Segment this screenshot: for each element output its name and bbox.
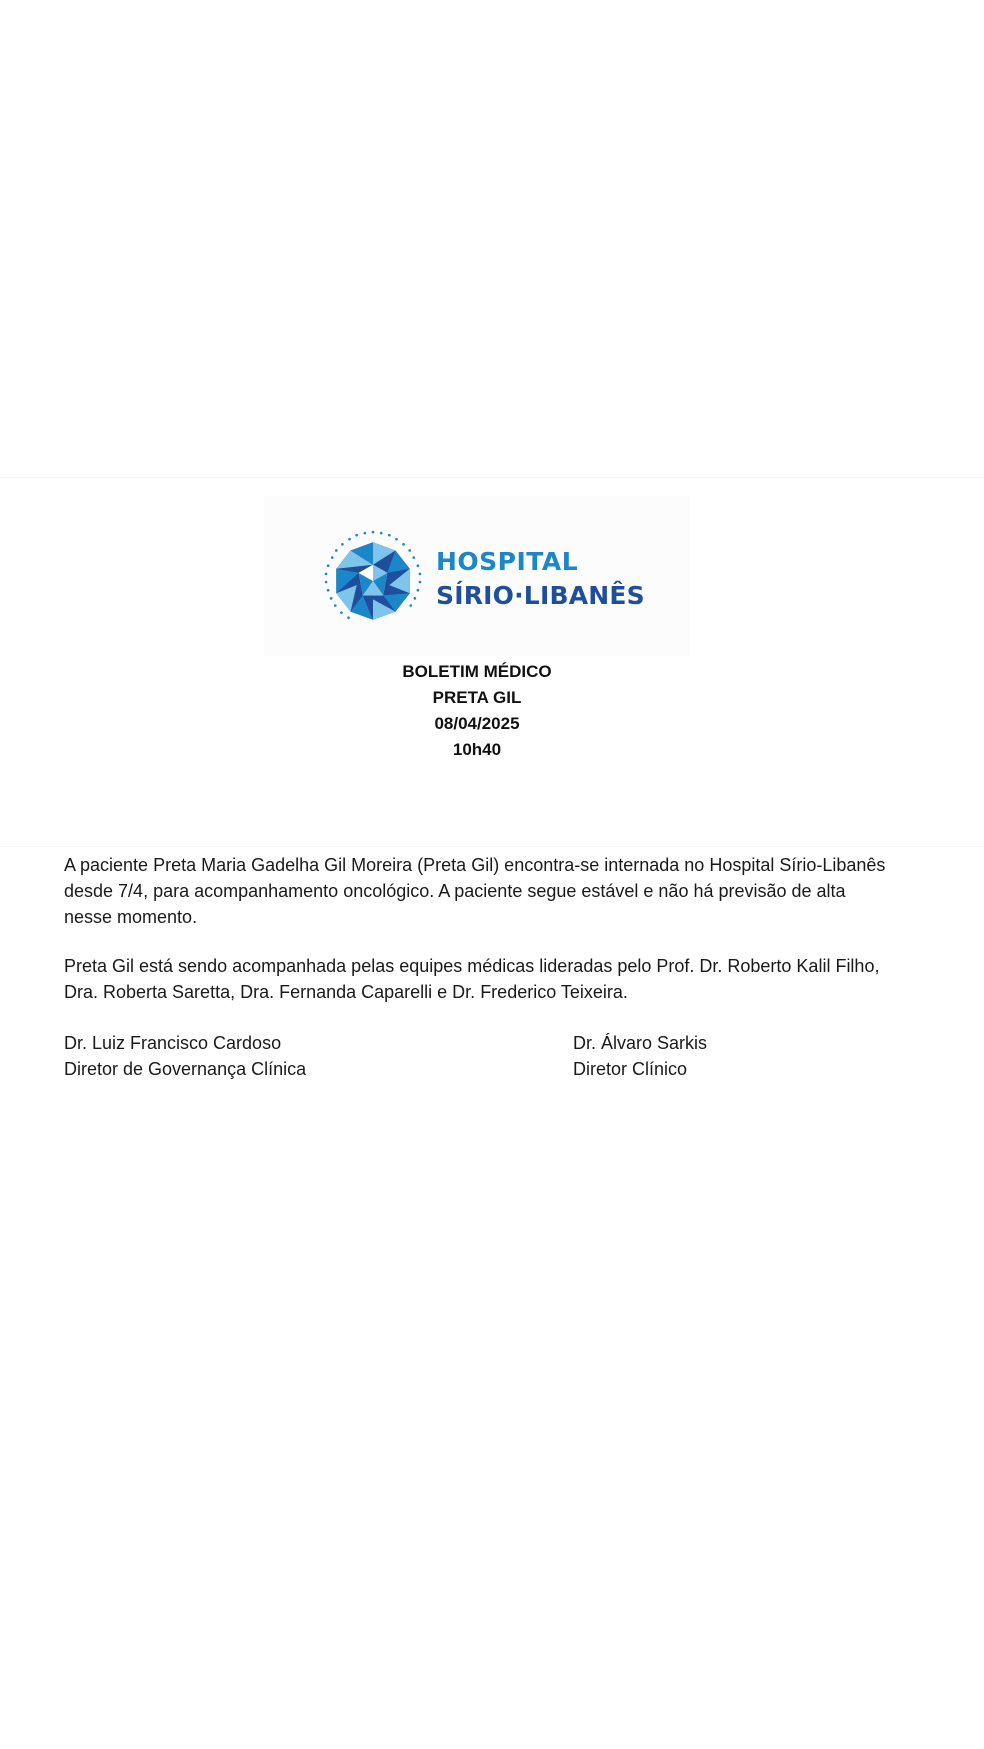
paragraph-status: A paciente Preta Maria Gadelha Gil Moreira (Preta Gil) encontra-se internada no Hospital Sírio-Libanês desde 7/4, para acompanhamento oncológico. A paciente segue estável e não há previsão de alta nesse momento. bbox=[64, 855, 886, 927]
bulletin-time: 10h40 bbox=[452, 740, 502, 759]
signature-left bbox=[64, 1030, 306, 1082]
paragraph-medical-team: Preta Gil está sendo acompanhada pelas equipes médicas lideradas pelo Prof. Dr. Roberto Kalil Filho, Dra. Roberta Saretta, Dra. Fernanda Caparelli e Dr. Frederico Teixeira. bbox=[64, 956, 880, 1002]
hospital-name-line2: SÍRIO·LIBANÊS bbox=[436, 581, 645, 610]
signer-title: Diretor de Governança Clínica bbox=[64, 1059, 307, 1079]
signer-name: Dr. Álvaro Sarkis bbox=[573, 1033, 708, 1053]
signature-right bbox=[573, 1030, 707, 1082]
signer-title: Diretor Clínico bbox=[573, 1059, 688, 1079]
hospital-emblem-icon bbox=[322, 528, 424, 630]
signer-name: Dr. Luiz Francisco Cardoso bbox=[64, 1033, 282, 1053]
bulletin-title: BOLETIM MÉDICO bbox=[402, 662, 552, 681]
bulletin-date: 08/04/2025 bbox=[434, 714, 520, 733]
hospital-name-line1: HOSPITAL bbox=[436, 547, 579, 576]
bulletin-heading bbox=[0, 659, 954, 763]
hospital-name bbox=[436, 545, 645, 613]
patient-name: PRETA GIL bbox=[432, 688, 522, 707]
